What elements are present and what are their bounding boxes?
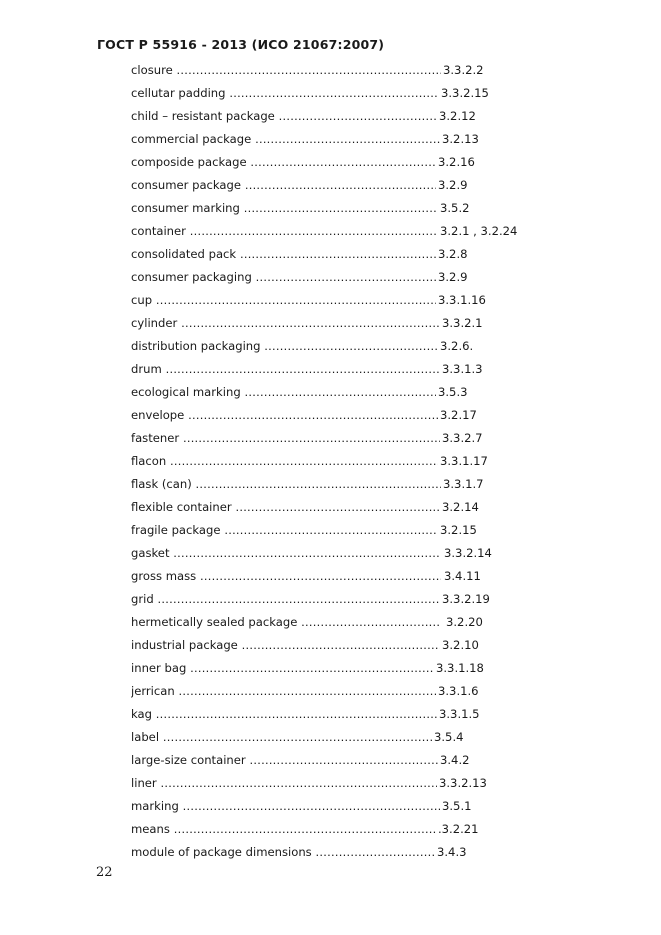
index-term: cellutar padding …………………………………………………………………………………………………… [131,84,441,102]
index-reference: 3.2.1 , 3.2.24 [440,224,518,238]
index-entry [131,222,531,245]
index-term: module of package dimensions …………………………………………………………………………………………………… [131,843,441,861]
index-reference: 3.3.1.17 [440,454,488,468]
index-reference: 3.3.2.19 [442,592,490,606]
index-entry [131,383,531,406]
index-term: large-size container …………………………………………………………………………………………………… [131,751,441,769]
index-entry [131,199,531,222]
index-reference: 3.5.1 [442,799,472,813]
page-number: 22 [96,865,113,880]
index-term: gross mass …………………………………………………………………………………………………… [131,567,441,585]
index-term: composide package …………………………………………………………………………………………………… [131,153,441,171]
index-entry [131,820,531,843]
index-term: closure …………………………………………………………………………………………………… [131,61,441,79]
index-reference: 3.4.3 [437,845,467,859]
index-entry [131,659,531,682]
index-entry [131,774,531,797]
index-reference: 3.2.8 [438,247,468,261]
index-reference: 3.5.3 [438,385,468,399]
index-entry [131,429,531,452]
index-entry [131,636,531,659]
index-reference: 3.3.2.15 [441,86,489,100]
index-term: flexible container …………………………………………………………………………………………………… [131,498,441,516]
index-entry [131,751,531,774]
index-term: consumer marking …………………………………………………………………………………………………… [131,199,441,217]
index-term: ecological marking …………………………………………………………………………………………………… [131,383,441,401]
index-entry [131,153,531,176]
index-term: commercial package …………………………………………………………………………………………………… [131,130,441,148]
index-reference: 3.2.9 [438,270,468,284]
index-reference: 3.2.9 [438,178,468,192]
index-term: fastener …………………………………………………………………………………………………… [131,429,441,447]
index-reference: 3.3.1.5 [439,707,480,721]
index-reference: 3.2.16 [438,155,475,169]
index-entry [131,452,531,475]
document-header: ГОСТ Р 55916 - 2013 (ИСО 21067:2007) [97,37,385,52]
index-reference: .3.2.21 [438,822,479,836]
index-entry [131,84,531,107]
index-reference: 3.2.20 [446,615,483,629]
index-term: means …………………………………………………………………………………………………… [131,820,441,838]
index-reference: 3.2.13 [442,132,479,146]
index-reference: 3.3.1.16 [438,293,486,307]
index-term: child – resistant package …………………………………………………………………………………………………… [131,107,441,125]
index-entry [131,613,531,636]
index-reference: 3.5.2 [440,201,470,215]
index-term: distribution packaging …………………………………………………………………………………………………… [131,337,441,355]
index-term: kag …………………………………………………………………………………………………… [131,705,441,723]
index-reference: 3.3.1.6 [438,684,479,698]
index-term: label …………………………………………………………………………………………………… [131,728,441,746]
index-reference: 3.3.2.7 [442,431,483,445]
index-term: consolidated pack …………………………………………………………………………………………………… [131,245,441,263]
index-reference: 3.2.17 [440,408,477,422]
index-entry [131,360,531,383]
index-entry [131,245,531,268]
index-entry [131,521,531,544]
index-entry [131,107,531,130]
index-term: consumer packaging …………………………………………………………………………………………………… [131,268,441,286]
index-entry [131,728,531,751]
index-term: container …………………………………………………………………………………………………… [131,222,441,240]
index-reference: 3.3.2.13 [439,776,487,790]
index-entry [131,705,531,728]
index-entry [131,406,531,429]
index-reference: 3.5.4 [434,730,464,744]
index-reference: 3.3.1.18 [436,661,484,675]
index-reference: 3.3.1.3 [442,362,483,376]
index-term: liner …………………………………………………………………………………………………… [131,774,441,792]
index-term: grid …………………………………………………………………………………………………… [131,590,441,608]
index-reference: 3.2.10 [442,638,479,652]
index-reference: 3.3.2.1 [442,316,483,330]
index-entry [131,314,531,337]
index-entry [131,682,531,705]
index-entry [131,268,531,291]
index-term: inner bag …………………………………………………………………………………………………… [131,659,441,677]
index-reference: 3.2.6. [440,339,474,353]
index-reference: 3.2.15 [440,523,477,537]
index-entry [131,176,531,199]
index-term: consumer package …………………………………………………………………………………………………… [131,176,441,194]
index-entry [131,567,531,590]
index-entry [131,590,531,613]
index-entry [131,797,531,820]
index-entry [131,498,531,521]
index-entry [131,544,531,567]
index-term: marking …………………………………………………………………………………………………… [131,797,441,815]
index-term: jerrican …………………………………………………………………………………………………… [131,682,441,700]
index-reference: 3.4.11 [444,569,481,583]
index-entry [131,843,531,866]
index-term: industrial package …………………………………………………………………………………………………… [131,636,441,654]
index-term: hermetically sealed package …………………………………………………………………………………………………… [131,613,441,631]
index-reference: 3.3.1.7 [443,477,484,491]
index-term: drum …………………………………………………………………………………………………… [131,360,441,378]
index-term: envelope …………………………………………………………………………………………………… [131,406,441,424]
index-reference: 3.4.2 [440,753,470,767]
index-term: flacon …………………………………………………………………………………………………… [131,452,441,470]
index-reference: 3.2.14 [442,500,479,514]
index-term: fragile package …………………………………………………………………………………………………… [131,521,441,539]
index-entry [131,475,531,498]
index-entry [131,130,531,153]
index-term: cylinder …………………………………………………………………………………………………… [131,314,441,332]
index-term: gasket …………………………………………………………………………………………………… [131,544,441,562]
index-entry [131,337,531,360]
index-reference: 3.3.2.2 [443,63,484,77]
index-term: cup …………………………………………………………………………………………………… [131,291,441,309]
index-entry [131,61,531,84]
term-index-list [131,61,531,866]
index-term: flask (can) …………………………………………………………………………………………………… [131,475,441,493]
index-reference: 3.2.12 [439,109,476,123]
index-reference: 3.3.2.14 [444,546,492,560]
index-entry [131,291,531,314]
